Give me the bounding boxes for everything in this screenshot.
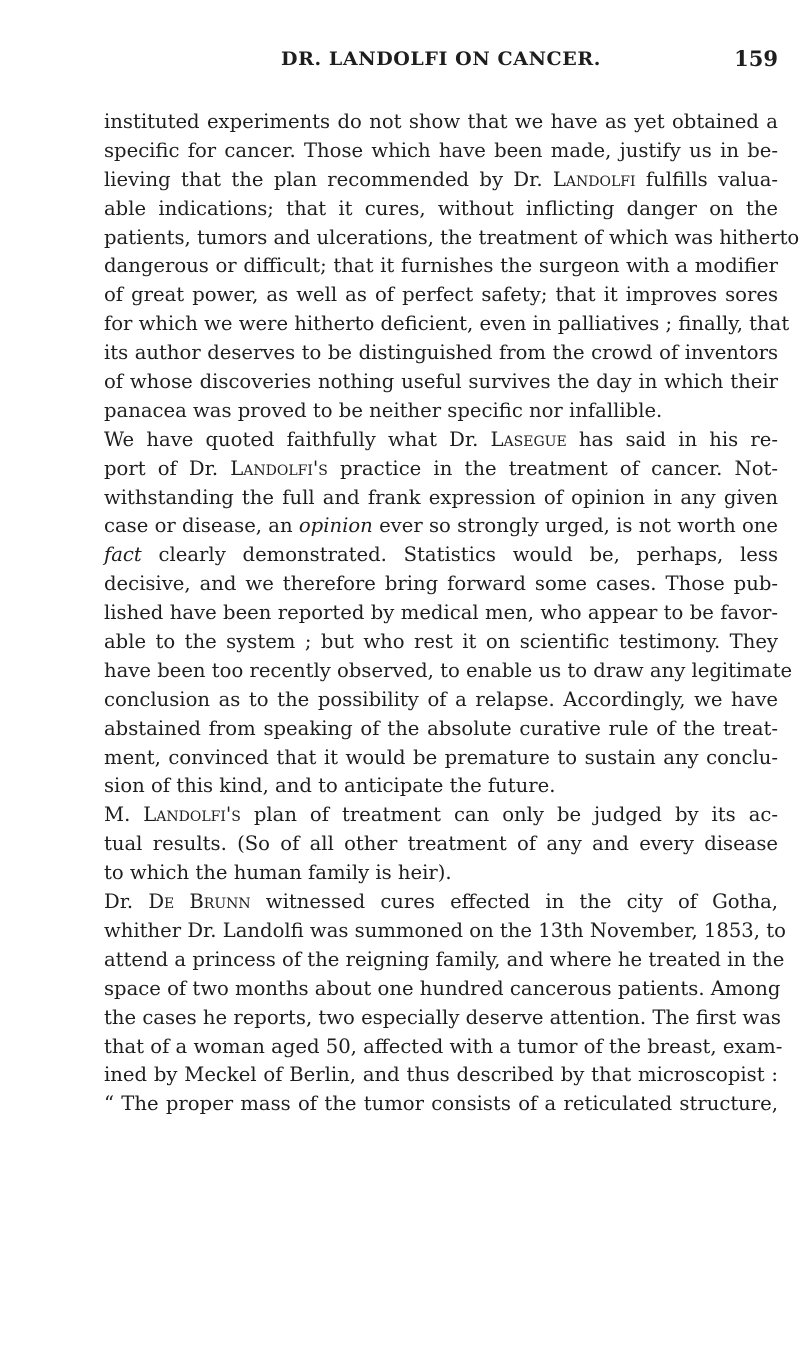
text-segment: practice in the treatment of cancer. Not- xyxy=(327,456,778,480)
text-segment: has said in his re- xyxy=(566,427,778,451)
italic-text: opinion xyxy=(298,514,373,538)
text-segment: We have quoted faithfully what Dr. xyxy=(104,427,491,451)
text-segment: whither Dr. Landolfi was summoned on the 13th November, 1853, to xyxy=(104,918,786,942)
text-segment: case or disease, an xyxy=(104,514,299,538)
text-line xyxy=(104,570,778,599)
text-line xyxy=(104,397,778,426)
text-line xyxy=(104,1090,778,1119)
italic-text: fact xyxy=(104,543,142,567)
small-caps-name: De Brunn xyxy=(148,890,251,914)
text-line xyxy=(104,281,778,310)
text-segment: for which we were hitherto deficient, even in palliatives ; finally, that xyxy=(104,312,790,336)
text-line xyxy=(104,599,778,628)
text-line xyxy=(104,830,778,859)
text-line xyxy=(104,339,778,368)
body-text xyxy=(104,108,800,1119)
text-segment: its author deserves to be distinguished from the crowd of inventors xyxy=(104,341,778,365)
text-line xyxy=(104,657,793,686)
text-line xyxy=(104,859,778,888)
text-segment: the cases he reports, two especially deserve attention. The first was xyxy=(104,1005,781,1029)
text-line xyxy=(104,917,786,946)
text-segment: have been too recently observed, to enable us to draw any legitimate xyxy=(104,658,793,682)
text-line xyxy=(104,744,778,773)
text-segment: lished have been reported by medical men, who appear to be favor- xyxy=(104,601,778,625)
text-segment: ment, convinced that it would be premature to sustain any conclu- xyxy=(104,745,778,769)
text-line xyxy=(104,224,800,253)
text-segment: tual results. (So of all other treatment of any and every disease xyxy=(104,832,778,856)
text-segment: decisive, and we therefore bring forward some cases. Those pub- xyxy=(104,572,778,596)
text-segment: withstanding the full and frank expression of opinion in any given xyxy=(104,485,778,509)
text-segment: of great power, as well as of perfect safety; that it improves sores xyxy=(104,283,778,307)
text-segment: able to the system ; but who rest it on scientific testimony. They xyxy=(104,630,778,654)
text-segment: patients, tumors and ulcerations, the treatment of which was hitherto xyxy=(104,225,800,249)
text-line xyxy=(104,628,778,657)
text-line xyxy=(104,108,778,137)
text-line xyxy=(104,195,778,224)
text-line xyxy=(104,946,785,975)
text-segment: clearly demonstrated. Statistics would be, perhaps, less xyxy=(141,543,778,567)
text-line xyxy=(104,252,778,281)
text-segment: ined by Meckel of Berlin, and thus described by that microscopist : xyxy=(104,1063,778,1087)
text-segment: to which the human family is heir). xyxy=(104,861,452,885)
small-caps-name: Landolfi xyxy=(552,167,636,191)
small-caps-name: Lasegue xyxy=(490,427,567,451)
small-caps-name: Landolfi's xyxy=(143,803,241,827)
text-line xyxy=(104,715,778,744)
text-segment: sion of this kind, and to anticipate the future. xyxy=(104,774,556,798)
text-line xyxy=(104,310,790,339)
text-segment: abstained from speaking of the absolute curative rule of the treat- xyxy=(104,716,778,740)
text-line xyxy=(104,541,778,570)
running-title: DR. LANDOLFI ON CANCER. xyxy=(281,48,601,70)
text-line xyxy=(104,975,781,1004)
text-segment: of whose discoveries nothing useful survives the day in which their xyxy=(104,370,778,394)
small-caps-name: Landolfi's xyxy=(230,456,328,480)
text-line xyxy=(104,484,778,513)
text-segment: that of a woman aged 50, affected with a tumor of the breast, exam- xyxy=(104,1034,783,1058)
text-line xyxy=(104,801,778,830)
text-segment: plan of treatment can only be judged by its ac- xyxy=(240,803,778,827)
text-line xyxy=(104,166,778,195)
text-line xyxy=(104,888,778,917)
text-segment: witnessed cures effected in the city of Gotha, xyxy=(250,890,778,914)
text-line xyxy=(104,686,778,715)
text-segment: panacea was proved to be neither specific nor infallible. xyxy=(104,398,663,422)
text-segment: Dr. xyxy=(104,890,149,914)
text-segment: space of two months about one hundred cancerous patients. Among xyxy=(104,976,781,1000)
text-segment: able indications; that it cures, without inflicting danger on the xyxy=(104,196,778,220)
text-segment: attend a princess of the reigning family, and where he treated in the xyxy=(104,947,785,971)
text-line xyxy=(104,1061,778,1090)
text-line xyxy=(104,772,778,801)
text-segment: specific for cancer. Those which have been made, justify us in be- xyxy=(104,138,778,162)
text-line xyxy=(104,426,778,455)
text-segment: “ The proper mass of the tumor consists of a reticulated structure, xyxy=(104,1092,778,1116)
text-segment: fulfills valua- xyxy=(635,167,778,191)
text-segment: dangerous or difficult; that it furnishes the surgeon with a modifier xyxy=(104,254,778,278)
text-line xyxy=(104,1004,781,1033)
running-head xyxy=(104,44,778,74)
text-line xyxy=(104,368,778,397)
text-line xyxy=(104,137,778,166)
text-line xyxy=(104,455,778,484)
text-segment: lieving that the plan recommended by Dr. xyxy=(104,167,553,191)
text-segment: conclusion as to the possibility of a relapse. Accordingly, we have xyxy=(104,687,778,711)
text-segment: ever so strongly urged, is not worth one xyxy=(372,514,778,538)
text-line xyxy=(104,1033,783,1062)
text-segment: port of Dr. xyxy=(104,456,231,480)
text-line xyxy=(104,512,778,541)
text-segment: M. xyxy=(104,803,144,827)
page-number: 159 xyxy=(734,46,778,71)
text-segment: instituted experiments do not show that we have as yet obtained a xyxy=(104,110,778,133)
